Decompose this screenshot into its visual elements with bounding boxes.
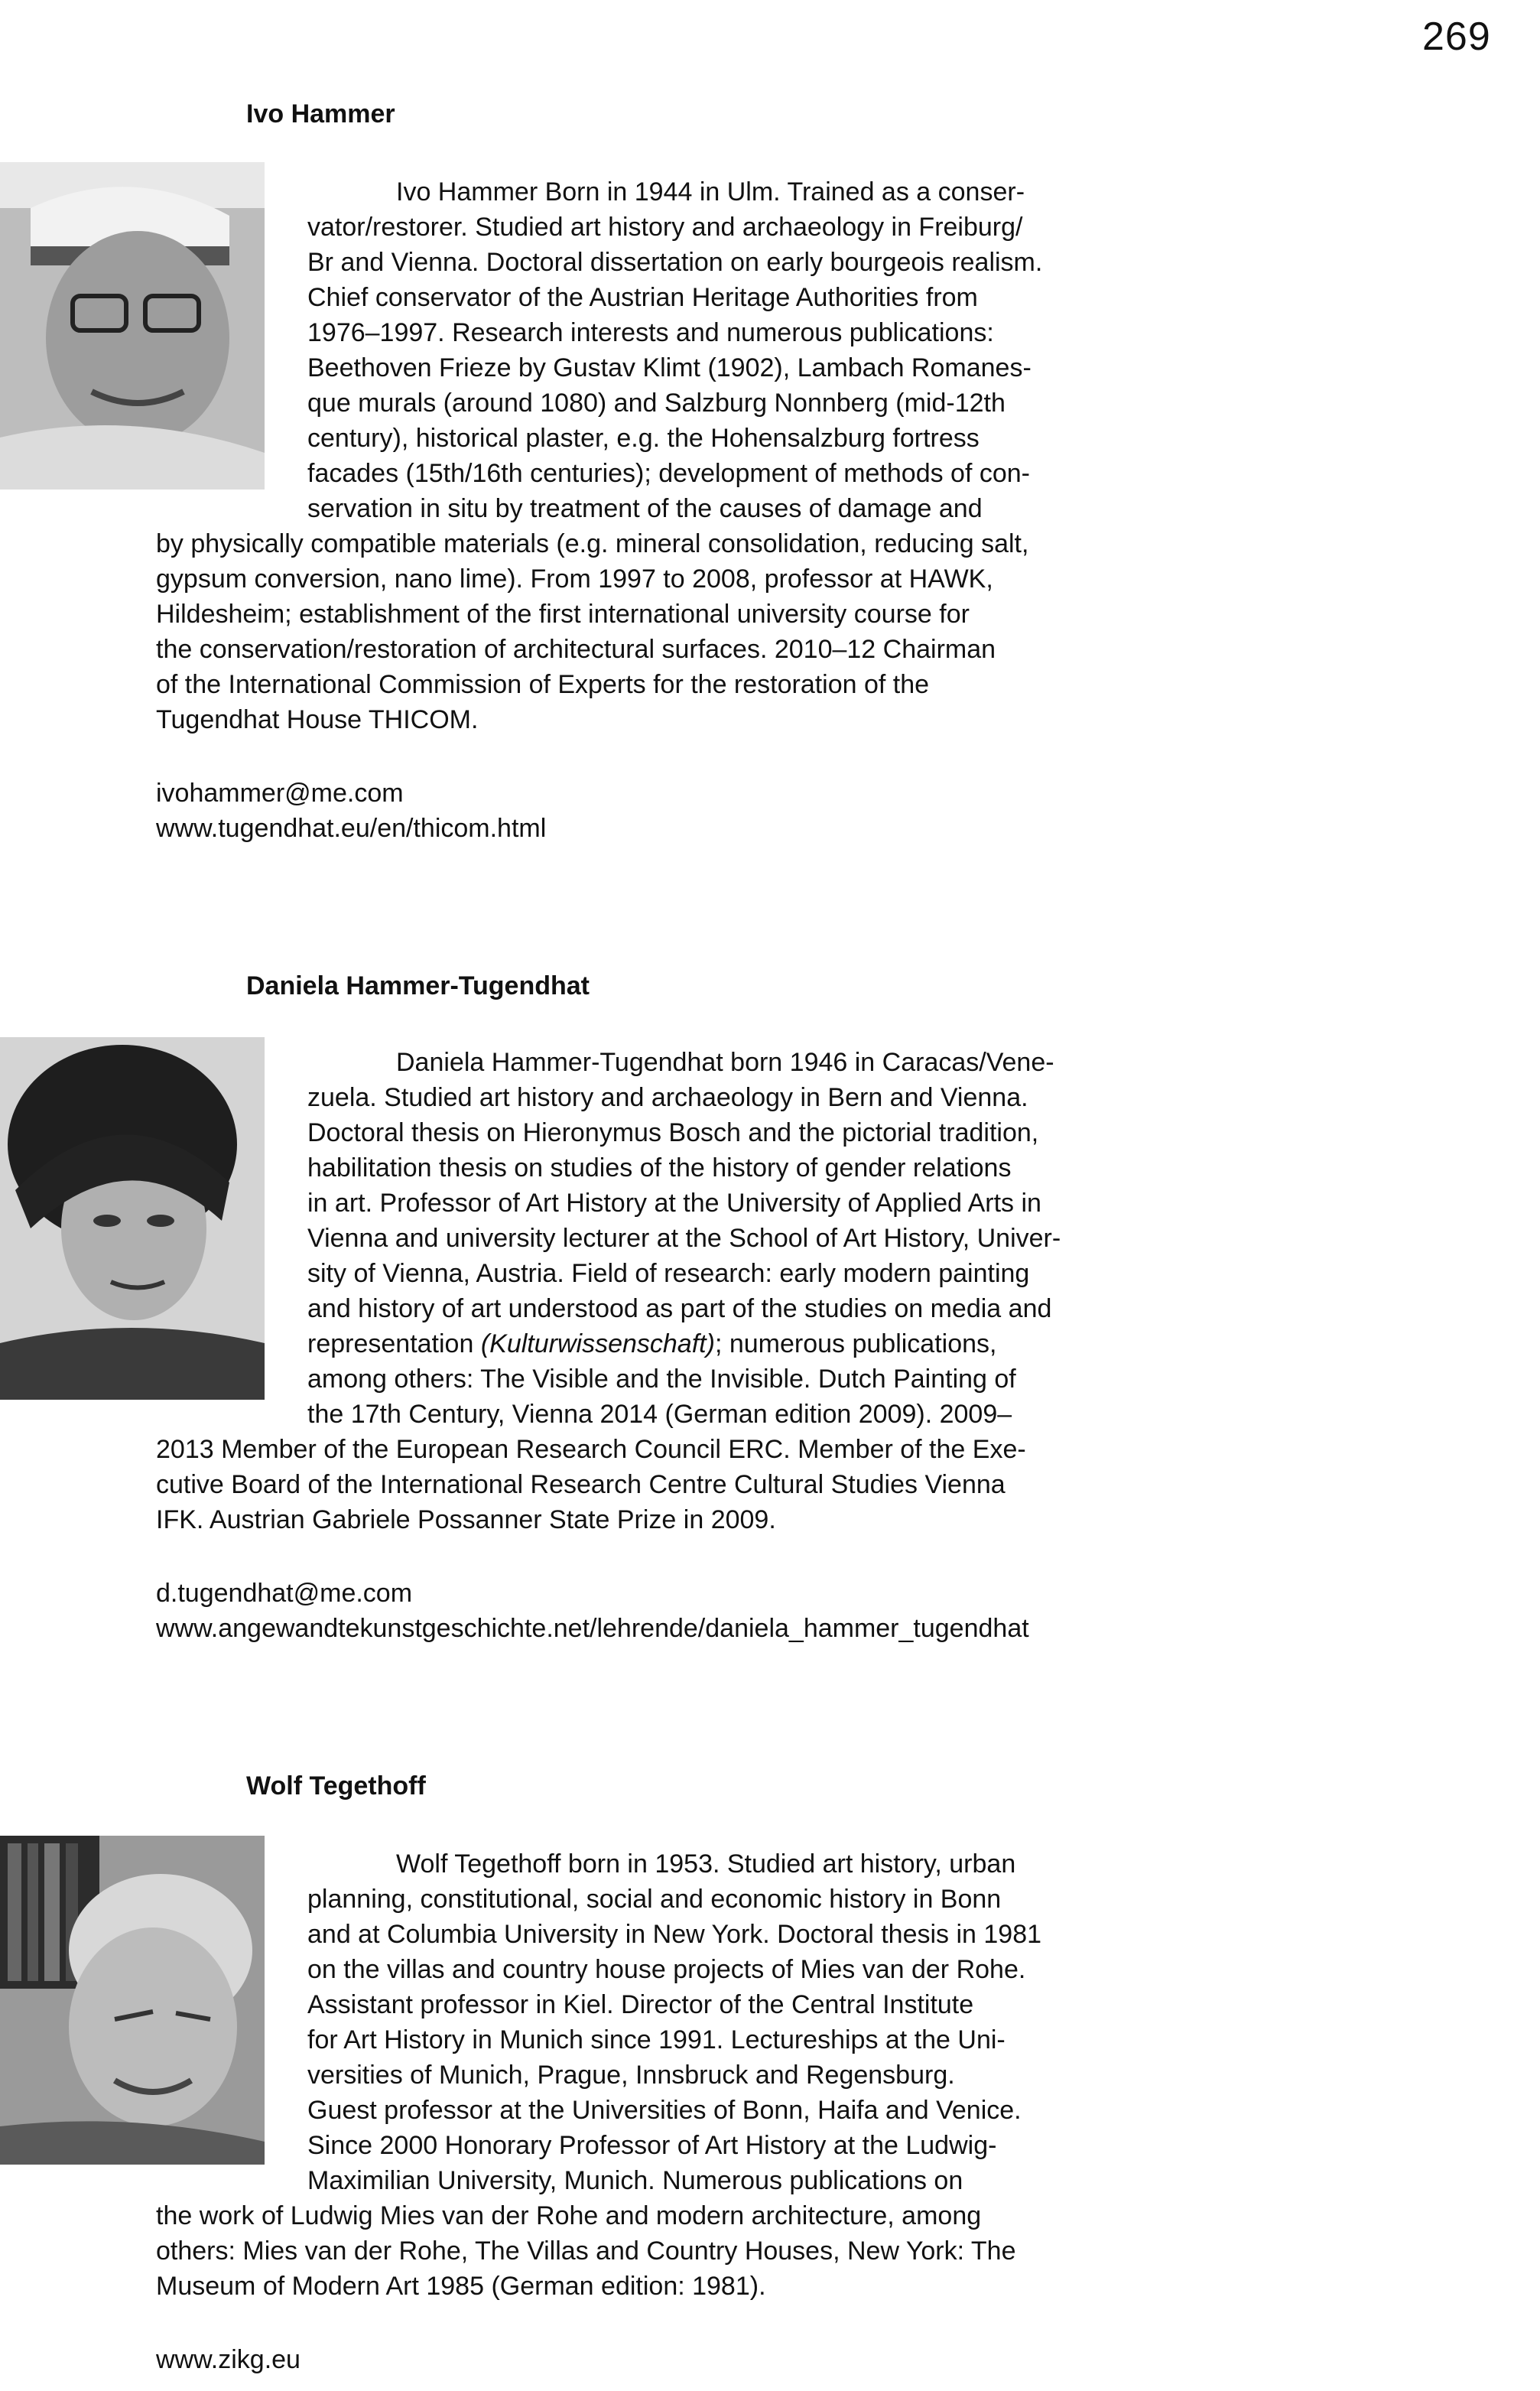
bio-line: planning, constitutional, social and economic history in Bonn bbox=[307, 1885, 1002, 1914]
bio-line: the 17th Century, Vienna 2014 (German edition 2009). 2009– bbox=[307, 1400, 1012, 1429]
bio-line: on the villas and country house projects of Mies van der Rohe. bbox=[307, 1955, 1026, 1984]
bio-line: zuela. Studied art history and archaeology in Bern and Vienna. bbox=[307, 1083, 1028, 1112]
bio-line: Ivo Hammer Born in 1944 in Ulm. Trained as a conser- bbox=[396, 177, 1025, 207]
bio-line: que murals (around 1080) and Salzburg Nonnberg (mid-12th bbox=[307, 389, 1006, 418]
bio-line-text: representation bbox=[307, 1329, 474, 1358]
bio-line: versities of Munich, Prague, Innsbruck and Regensburg. bbox=[307, 2061, 955, 2090]
bio-line: vator/restorer. Studied art history and archaeology in Freiburg/ bbox=[307, 213, 1023, 242]
website-link[interactable]: www.angewandtekunstgeschichte.net/lehrende/daniela_hammer_tugendhat bbox=[156, 1614, 1029, 1643]
portrait-photo bbox=[0, 162, 265, 490]
bio-line: 1976–1997. Research interests and numerous publications: bbox=[307, 318, 994, 347]
bio-line: and at Columbia University in New York. Doctoral thesis in 1981 bbox=[307, 1920, 1042, 1949]
bio-line: facades (15th/16th centuries); development of methods of con- bbox=[307, 459, 1030, 488]
bio-line: of the International Commission of Experts for the restoration of the bbox=[156, 670, 930, 699]
bio-line: others: Mies van der Rohe, The Villas and Country Houses, New York: The bbox=[156, 2236, 1016, 2266]
italic-term: (Kulturwissenschaft) bbox=[480, 1329, 715, 1358]
website-link[interactable]: www.zikg.eu bbox=[156, 2345, 301, 2374]
page-number: 269 bbox=[1422, 15, 1491, 59]
bio-line: gypsum conversion, nano lime). From 1997 to 2008, professor at HAWK, bbox=[156, 564, 993, 594]
website-link[interactable]: www.tugendhat.eu/en/thicom.html bbox=[156, 814, 547, 843]
bio-line: sity of Vienna, Austria. Field of research: early modern painting bbox=[307, 1259, 1030, 1288]
bio-line: Doctoral thesis on Hieronymus Bosch and the pictorial tradition, bbox=[307, 1118, 1039, 1147]
bio-line: Tugendhat House THICOM. bbox=[156, 705, 479, 734]
bio-name: Ivo Hammer bbox=[246, 99, 395, 128]
bio-line: servation in situ by treatment of the causes of damage and bbox=[307, 494, 983, 523]
bio-line: century), historical plaster, e.g. the Hohensalzburg fortress bbox=[307, 424, 980, 453]
bio-line: cutive Board of the International Research Centre Cultural Studies Vienna bbox=[156, 1470, 1006, 1499]
bio-line-mixed bbox=[307, 1326, 996, 1361]
bio-line: Museum of Modern Art 1985 (German edition: 1981). bbox=[156, 2272, 766, 2301]
bio-line: Assistant professor in Kiel. Director of the Central Institute bbox=[307, 1990, 974, 2019]
bio-line: Wolf Tegethoff born in 1953. Studied art history, urban bbox=[396, 1849, 1016, 1879]
portrait-photo bbox=[0, 1037, 265, 1400]
bio-line: Hildesheim; establishment of the first international university course for bbox=[156, 600, 970, 629]
bio-line: IFK. Austrian Gabriele Possanner State Prize in 2009. bbox=[156, 1505, 776, 1534]
bio-line: among others: The Visible and the Invisible. Dutch Painting of bbox=[307, 1365, 1016, 1394]
bio-line: by physically compatible materials (e.g. mineral consolidation, reducing salt, bbox=[156, 529, 1029, 558]
bio-name: Daniela Hammer-Tugendhat bbox=[246, 971, 590, 1000]
bio-line: for Art History in Munich since 1991. Lectureships at the Uni- bbox=[307, 2025, 1006, 2054]
bio-line: and history of art understood as part of the studies on media and bbox=[307, 1294, 1052, 1323]
bio-line: the conservation/restoration of architectural surfaces. 2010–12 Chairman bbox=[156, 635, 996, 664]
bio-line: 2013 Member of the European Research Council ERC. Member of the Exe- bbox=[156, 1435, 1026, 1464]
bio-line: Guest professor at the Universities of Bonn, Haifa and Venice. bbox=[307, 2096, 1022, 2125]
bio-line: habilitation thesis on studies of the history of gender relations bbox=[307, 1153, 1012, 1182]
bio-line: Vienna and university lecturer at the School of Art History, Univer- bbox=[307, 1224, 1061, 1253]
portrait-photo bbox=[0, 1836, 265, 2165]
bio-line: Maximilian University, Munich. Numerous publications on bbox=[307, 2166, 963, 2195]
email-link[interactable]: ivohammer@me.com bbox=[156, 779, 404, 808]
bio-line: Since 2000 Honorary Professor of Art History at the Ludwig- bbox=[307, 2131, 997, 2160]
bio-line: in art. Professor of Art History at the University of Applied Arts in bbox=[307, 1189, 1041, 1218]
bio-line-text: ; numerous publications, bbox=[714, 1329, 997, 1358]
bio-line: Beethoven Frieze by Gustav Klimt (1902), Lambach Romanes- bbox=[307, 353, 1032, 382]
email-link[interactable]: d.tugendhat@me.com bbox=[156, 1579, 413, 1608]
bio-line: Daniela Hammer-Tugendhat born 1946 in Caracas/Vene- bbox=[396, 1048, 1054, 1077]
bio-line: the work of Ludwig Mies van der Rohe and modern architecture, among bbox=[156, 2201, 982, 2230]
bio-line: Chief conservator of the Austrian Heritage Authorities from bbox=[307, 283, 978, 312]
bio-line: Br and Vienna. Doctoral dissertation on early bourgeois realism. bbox=[307, 248, 1043, 277]
bio-name: Wolf Tegethoff bbox=[246, 1771, 426, 1801]
